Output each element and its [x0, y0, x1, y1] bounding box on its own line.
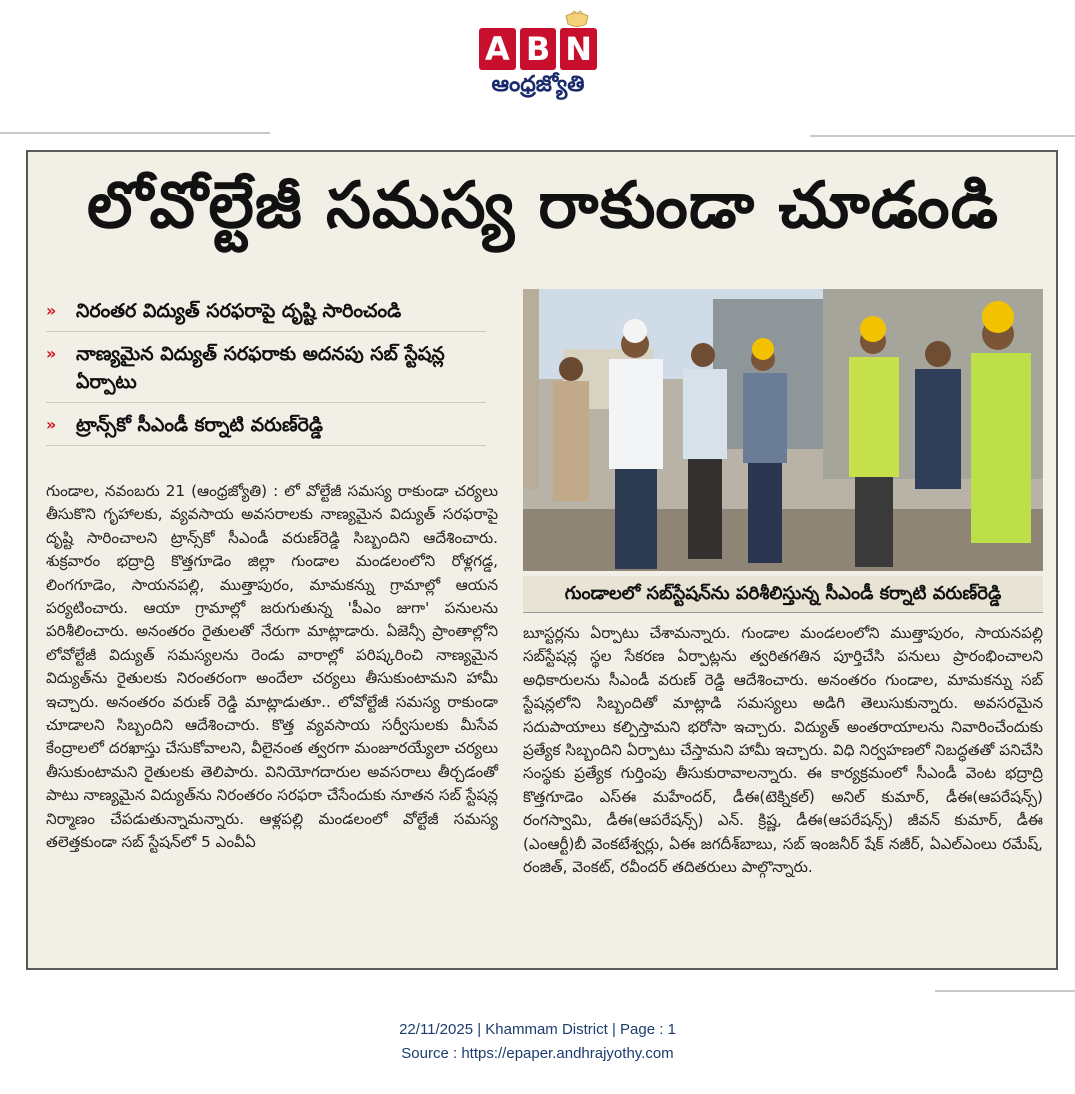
logo-subtitle: ఆంధ్రజ్యోతి — [491, 72, 585, 97]
abn-logo — [479, 28, 597, 70]
footer-date-line: 22/11/2025 | Khammam District | Page : 1 — [399, 1021, 676, 1038]
double-chevron-icon: » — [46, 301, 57, 320]
divider — [935, 990, 1075, 992]
logo-letter: N — [560, 28, 597, 70]
logo-letter: A — [479, 28, 516, 70]
bullet-text: నాణ్యమైన విద్యుత్ సరఫరాకు అదనపు సబ్ స్టేషన్ల ఏర్పాటు — [76, 343, 445, 393]
bullet-item — [46, 340, 486, 403]
divider — [810, 135, 1075, 137]
article-headline: లోవోల్టేజీ సమస్య రాకుండా చూడండి — [87, 169, 999, 243]
bullet-text: నిరంతర విద్యుత్ సరఫరాపై దృష్టి సారించండి — [76, 300, 402, 322]
bullet-list — [46, 297, 486, 454]
news-clipping — [26, 150, 1058, 970]
photo-caption: గుండాలలో సబ్‌స్టేషన్‌ను పరిశీలిస్తున్న సీఎండీ కర్నాటి వరుణ్‌రెడ్డి — [523, 576, 1043, 613]
logo-letter: B — [520, 28, 557, 70]
substation-inspection-photo — [523, 289, 1043, 571]
divider — [0, 132, 270, 134]
article-body-left: గుండాల, నవంబరు 21 (ఆంధ్రజ్యోతి) : లో వోల్టేజీ సమస్య రాకుండా చర్యలు తీసుకొని గృహాలకు, వ్యవసాయ అవసరాలకు నాణ్యమైన విద్యుత్ సరఫరాపై దృష్టి సారించాలని ట్రాన్స్‌కో సీఎండీ వరుణ్‌రెడ్డి సిబ్బందిని ఆదేశించారు. శుక్రవారం భద్రాద్రి కొత్తగూడెం జిల్లా గుండాల మండలంలోని రోళ్లగడ్డ, లింగగూడెం, సాయనపల్లి, ముత్తాపురం, మామకన్ను గ్రామాల్లో ఆయన పర్యటించారు. ఆయా గ్రామాల్లో జరుగుతున్న 'పీఎం జుగా' పనులను పరిశీలించారు. అనంతరం రైతులతో నేరుగా మాట్లాడారు. ఏజెన్సీ ప్రాంతాల్లోని లోవోల్టేజీ విద్యుత్ సమస్యలను రెండు వారాల్లో పరిష్కరించి నాణ్యమైన విద్యుత్‌ను రైతులకు నిరంతరంగా అందేలా చర్యలు తీసుకుంటామని హామీ ఇచ్చారు. అనంతరం వరుణ్ రెడ్డి మాట్లాడుతూ.. లోవోల్టేజీ సమస్య రాకుండా చూడాలని సిబ్బందిని ఆదేశించారు. కొత్త వ్యవసాయ సర్వీసులకు మీసేవ కేంద్రాలలో దరఖాస్తు చేసుకోవాలని, వీలైనంత త్వరగా మంజూరయ్యేలా చర్యలు తీసుకుంటామని రైతులకు తెలిపారు. వినియోగదారుల అవసరాలు తీర్చడంతో పాటు నాణ్యమైన విద్యుత్‌ను నిరంతరం సరఫరా చేసేందుకు నూతన సబ్ స్టేషన్ల నిర్మాణం చేపడుతున్నామన్నారు. ఆళ్లపల్లి మండలంలో వోల్టేజీ సమస్య తలెత్తకుండా సబ్ స్టేషన్‌లో 5 ఎంవీఏ — [46, 482, 498, 852]
double-chevron-icon: » — [46, 415, 57, 434]
tea-cup-icon — [560, 8, 594, 30]
footer-source-line: Source : https://epaper.andhrajyothy.com — [401, 1045, 674, 1062]
bullet-text: ట్రాన్స్‌కో సీఎండీ కర్నాటి వరుణ్‌రెడ్డి — [76, 414, 323, 436]
article-photo — [523, 289, 1043, 571]
bullet-item — [46, 411, 486, 446]
article-body-right: బూస్టర్లను ఏర్పాటు చేశామన్నారు. గుండాల మండలంలోని ముత్తాపురం, సాయనపల్లి సబ్‌స్టేషన్ల స్థల సేకరణ ఏర్పాట్లను త్వరితగతిన పూర్తిచేసి పనులు ప్రారంభించాలని అధికారులను సీఎండీ వరుణ్ రెడ్డి ఆదేశించారు. అనంతరం గుండాల, మామకన్ను సబ్ స్టేషన్లలోని సిబ్బందితో మాట్లాడి సమస్యలు అడిగి తెలుసుకున్నారు. అవసరమైన సదుపాయాలు కల్పిస్తామని భరోసా ఇచ్చారు. విద్యుత్ అంతరాయాలను నివారించేందుకు ప్రత్యేక సిబ్బందిని ఏర్పాటు చేస్తామని హామీ ఇచ్చారు. విధి నిర్వహణలో నిబద్ధతతో పనిచేసి సంస్థకు ప్రత్యేక గుర్తింపు తీసుకురావాలన్నారు. ఈ కార్యక్రమంలో సీఎండీ వెంట భద్రాద్రి కొత్తగూడెం ఎస్ఈ మహేందర్, డీఈ(టెక్నికల్) అనిల్ కుమార్, డీఈ(ఆపరేషన్స్) రంగస్వామి, డీఈ(ఆపరేషన్స్) ఎన్. క్రిష్ణ, డీఈ(ఆపరేషన్స్) జీవన్ కుమార్, డీఈ (ఎంఆర్టీ)బీ వెంకటేశ్వర్లు, ఏఈ జగదీశ్‌బాబు, సబ్ ఇంజనీర్ షేక్ నజీర్, ఏఎల్ఎంలు రమేష్, రంజిత్, వెంకట్, రవీందర్ తదితరులు పాల్గొన్నారు. — [523, 624, 1043, 877]
masthead — [0, 0, 1075, 130]
bullet-item — [46, 297, 486, 332]
source-footer — [0, 1018, 1075, 1066]
double-chevron-icon: » — [46, 344, 57, 363]
